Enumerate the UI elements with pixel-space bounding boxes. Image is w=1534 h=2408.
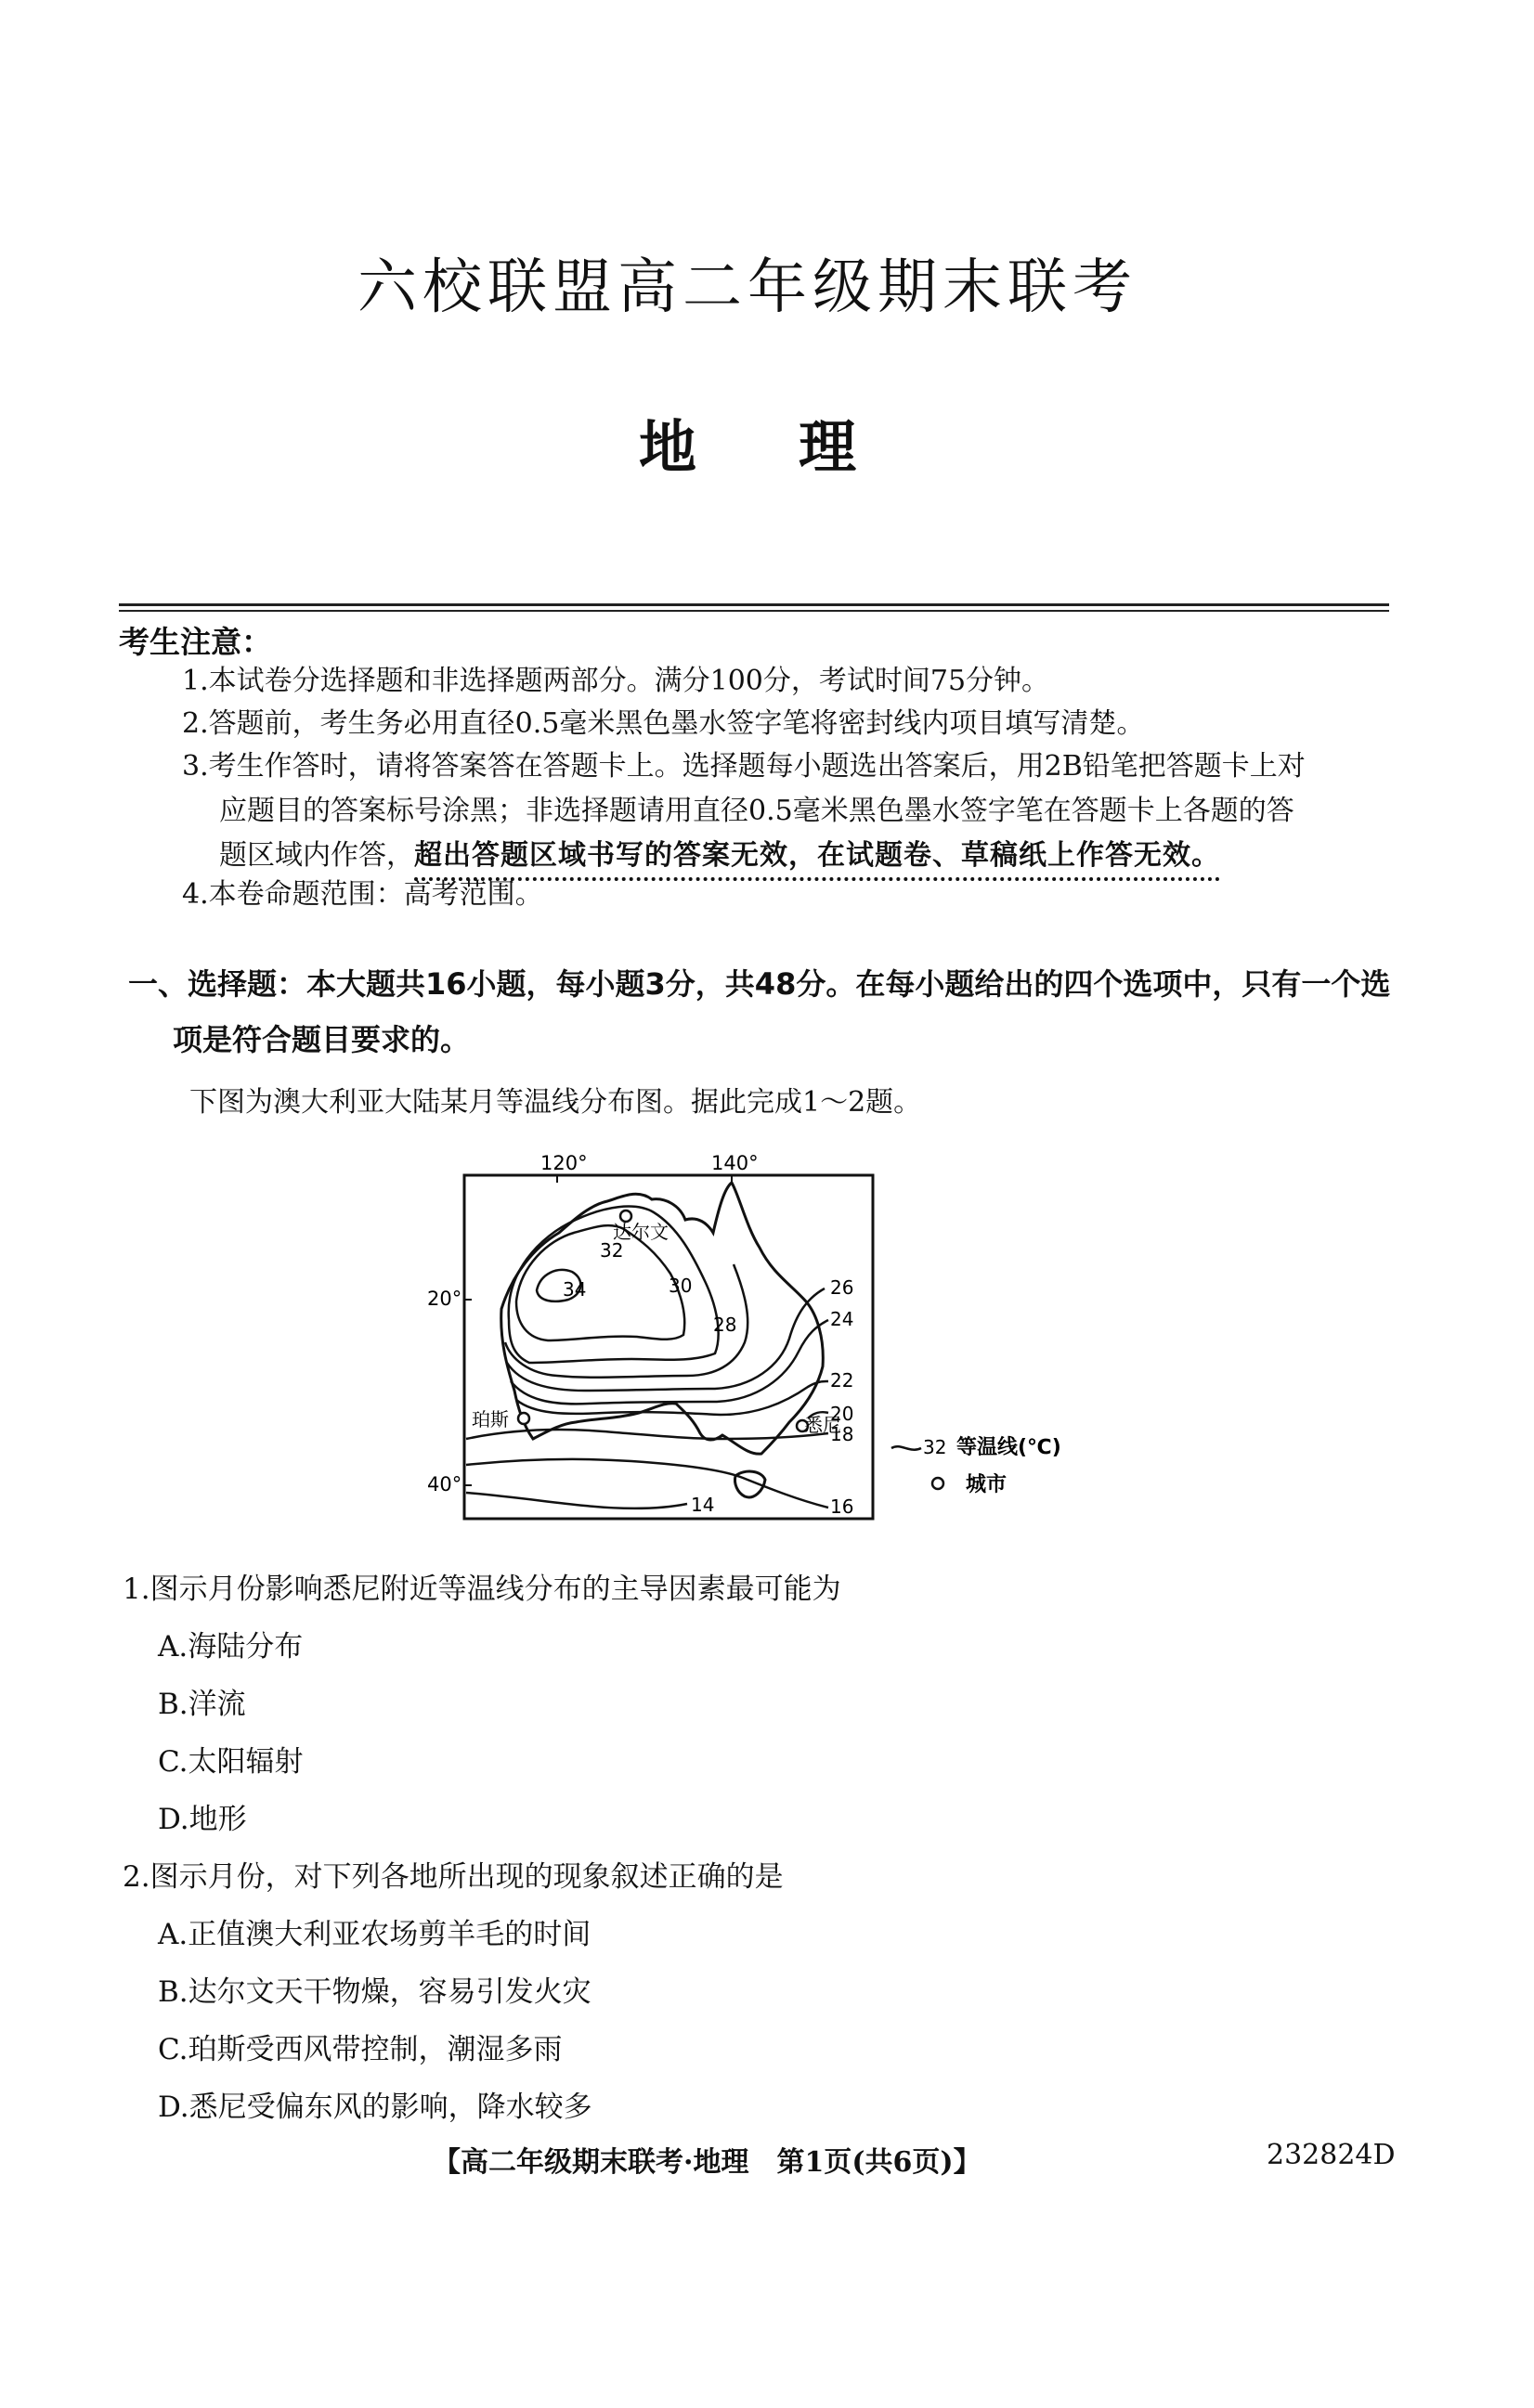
isotherm-label-32: 32 — [600, 1239, 624, 1262]
question-1-stem: 1.图示月份影响悉尼附近等温线分布的主导因素最可能为 — [123, 1573, 841, 1606]
question-2-option-a: A.正值澳大利亚农场剪羊毛的时间 — [158, 1918, 592, 1951]
notice-item-3 — [182, 744, 1408, 878]
subject-char-2: 理 — [799, 413, 857, 481]
lon-label-120: 120° — [540, 1152, 588, 1174]
paper-code: 232824D — [1267, 2139, 1396, 2171]
city-label-perth: 珀斯 — [472, 1408, 509, 1431]
isotherm-label-16: 16 — [830, 1495, 854, 1518]
city-marker-perth — [518, 1413, 529, 1424]
question-2-option-d: D.悉尼受偏东风的影响，降水较多 — [158, 2091, 592, 2124]
isotherm-label-20: 20 — [830, 1403, 854, 1425]
divider-rule — [119, 603, 1389, 606]
isotherm-label-26: 26 — [830, 1276, 854, 1299]
notice-item-3-line2: 应题目的答案标号涂黑；非选择题请用直径0.5毫米黑色墨水签字笔在答题卡上各题的答 — [219, 795, 1294, 827]
notice-item-1: 1.本试卷分选择题和非选择题两部分。满分100分，考试时间75分钟。 — [182, 665, 1050, 697]
lat-label-40: 40° — [427, 1473, 462, 1495]
notice-item-2: 2.答题前，考生务必用直径0.5毫米黑色墨水签字笔将密封线内项目填写清楚。 — [182, 707, 1145, 740]
lat-label-20: 20° — [427, 1288, 462, 1310]
notice-item-4: 4.本卷命题范围：高考范围。 — [182, 878, 543, 911]
section-heading — [128, 956, 1410, 1068]
legend-isotherm-line — [891, 1446, 921, 1449]
isotherm-18 — [466, 1430, 828, 1439]
divider-rule-thin — [119, 610, 1389, 612]
isotherm-label-30: 30 — [669, 1275, 693, 1297]
legend-isotherm-label: 等温线(℃) — [956, 1436, 1061, 1459]
notice-item-3-line3-text: 题区域内作答， — [219, 839, 414, 872]
legend-city-label: 城市 — [966, 1473, 1008, 1496]
page-footer: 【高二年级期末联考·地理 第1页(共6页)】 — [433, 2146, 982, 2179]
question-1-option-a: A.海陆分布 — [158, 1630, 304, 1664]
notice-emphasis: 超出答题区域书写的答案无效，在试题卷、草稿纸上作答无效。 — [414, 839, 1220, 872]
isotherm-label-18: 18 — [830, 1423, 854, 1445]
question-1-option-b: B.洋流 — [158, 1688, 246, 1721]
notice-item-3-line1: 3.考生作答时，请将答案答在答题卡上。选择题每小题选出答案后，用2B铅笔把答题卡上对 — [182, 750, 1306, 783]
question-1-option-d: D.地形 — [158, 1803, 247, 1836]
isotherm-label-28: 28 — [713, 1314, 737, 1336]
isotherm-label-24: 24 — [830, 1308, 854, 1330]
legend-city-marker — [932, 1478, 943, 1489]
section-heading-line2: 项是符合题目要求的。 — [173, 1022, 471, 1057]
subject-title — [0, 401, 1495, 484]
isotherm-label-14: 14 — [691, 1494, 715, 1516]
isotherm-22 — [516, 1381, 828, 1415]
question-1-option-c: C.太阳辐射 — [158, 1745, 304, 1779]
city-label-darwin: 达尔文 — [613, 1221, 669, 1243]
isotherm-label-22: 22 — [830, 1369, 854, 1392]
lon-label-140: 140° — [711, 1152, 759, 1174]
question-2-stem: 2.图示月份，对下列各地所出现的现象叙述正确的是 — [123, 1860, 784, 1894]
isotherm-16 — [466, 1459, 828, 1508]
australia-isotherm-map — [409, 1144, 1114, 1552]
exam-title: 六校联盟高二年级期末联考 — [358, 253, 1138, 322]
isotherm-label-34: 34 — [563, 1278, 587, 1301]
notice-heading: 考生注意： — [119, 624, 272, 660]
legend-isotherm-value: 32 — [923, 1436, 947, 1458]
notice-item-3-line3 — [182, 834, 1408, 878]
section-heading-line1: 一、选择题：本大题共16小题，每小题3分，共48分。在每小题给出的四个选项中，只有一个选 — [128, 966, 1391, 1002]
map-frame — [464, 1175, 873, 1519]
question-2-option-c: C.珀斯受西风带控制，潮湿多雨 — [158, 2033, 563, 2066]
question-intro: 下图为澳大利亚大陆某月等温线分布图。据此完成1～2题。 — [189, 1086, 922, 1119]
isotherm-14 — [466, 1493, 687, 1508]
question-2-option-b: B.达尔文天干物燥，容易引发火灾 — [158, 1975, 592, 2009]
city-label-sydney: 悉尼 — [804, 1414, 841, 1436]
map-svg — [409, 1144, 1114, 1552]
subject-char-1: 地 — [638, 413, 696, 481]
